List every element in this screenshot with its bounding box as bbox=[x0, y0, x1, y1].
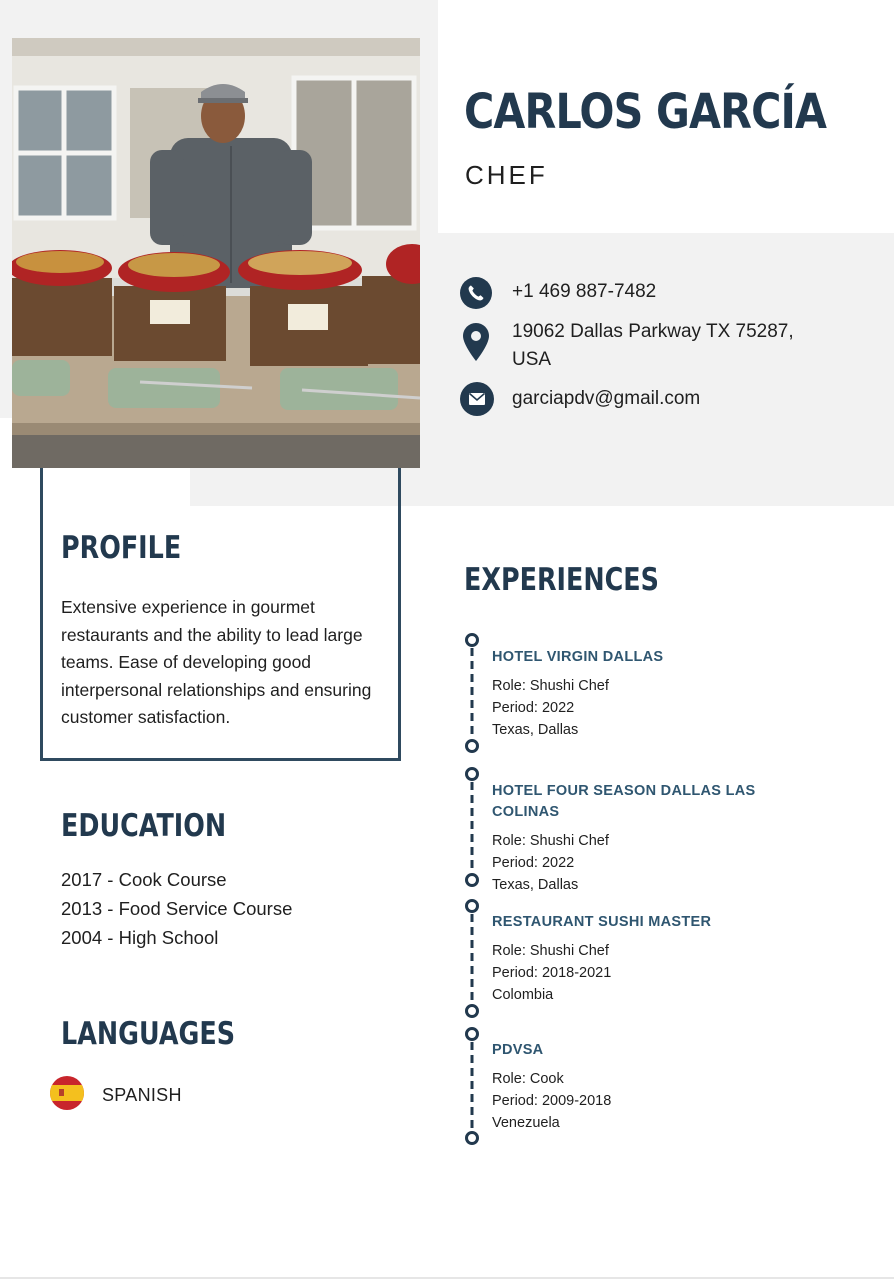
experience-role: Role: Shushi Chef bbox=[492, 943, 609, 959]
education-heading: EDUCATION bbox=[61, 808, 227, 844]
experience-company: HOTEL FOUR SEASON DALLAS LAS COLINAS bbox=[492, 783, 756, 820]
experience-location: Texas, Dallas bbox=[492, 877, 579, 893]
profile-photo bbox=[12, 38, 420, 468]
experience-period: Period: 2022 bbox=[492, 700, 575, 716]
spain-flag-icon bbox=[50, 1076, 84, 1115]
experience-item bbox=[492, 647, 782, 741]
education-item: 2004 - High School bbox=[61, 927, 219, 948]
education-item: 2017 - Cook Course bbox=[61, 869, 227, 890]
education-item: 2013 - Food Service Course bbox=[61, 898, 293, 919]
candidate-name: CARLOS GARCÍA bbox=[464, 84, 827, 140]
contact-address bbox=[460, 318, 812, 374]
experience-role: Role: Cook bbox=[492, 1071, 564, 1087]
experience-period: Period: 2009-2018 bbox=[492, 1093, 612, 1109]
job-title: CHEF bbox=[465, 160, 548, 190]
profile-text: Extensive experience in gourmet restaurants and the ability to lead large teams. Ease of developing good interpersonal relationships and ensuring customer satisfaction. bbox=[61, 597, 372, 727]
experience-company: RESTAURANT SUSHI MASTER bbox=[492, 914, 712, 930]
email-icon bbox=[460, 382, 494, 416]
experience-period: Period: 2018-2021 bbox=[492, 965, 612, 981]
experience-role: Role: Shushi Chef bbox=[492, 833, 609, 849]
experience-location: Texas, Dallas bbox=[492, 722, 579, 738]
experience-period: Period: 2022 bbox=[492, 855, 575, 871]
experience-item bbox=[492, 781, 782, 896]
contact-phone[interactable] bbox=[460, 277, 656, 309]
experiences-heading: EXPERIENCES bbox=[464, 562, 659, 598]
experience-item bbox=[492, 1040, 782, 1134]
profile-heading: PROFILE bbox=[61, 530, 182, 566]
language-label: SPANISH bbox=[102, 1085, 182, 1105]
timeline-graphic bbox=[462, 630, 482, 1150]
contact-email[interactable] bbox=[460, 382, 700, 416]
experience-role: Role: Shushi Chef bbox=[492, 678, 609, 694]
experience-company: HOTEL VIRGIN DALLAS bbox=[492, 649, 664, 665]
languages-heading: LANGUAGES bbox=[61, 1016, 236, 1052]
experience-location: Colombia bbox=[492, 987, 554, 1003]
address-text: 19062 Dallas Parkway TX 75287, USA bbox=[512, 321, 794, 370]
experience-company: PDVSA bbox=[492, 1042, 544, 1058]
phone-number: +1 469 887-7482 bbox=[512, 281, 657, 302]
location-pin-icon bbox=[460, 326, 492, 358]
phone-icon bbox=[460, 277, 492, 309]
email-address: garciapdv@gmail.com bbox=[512, 388, 701, 409]
language-item bbox=[50, 1076, 182, 1115]
education-list bbox=[61, 865, 292, 952]
experience-item bbox=[492, 912, 782, 1006]
experience-location: Venezuela bbox=[492, 1115, 560, 1131]
